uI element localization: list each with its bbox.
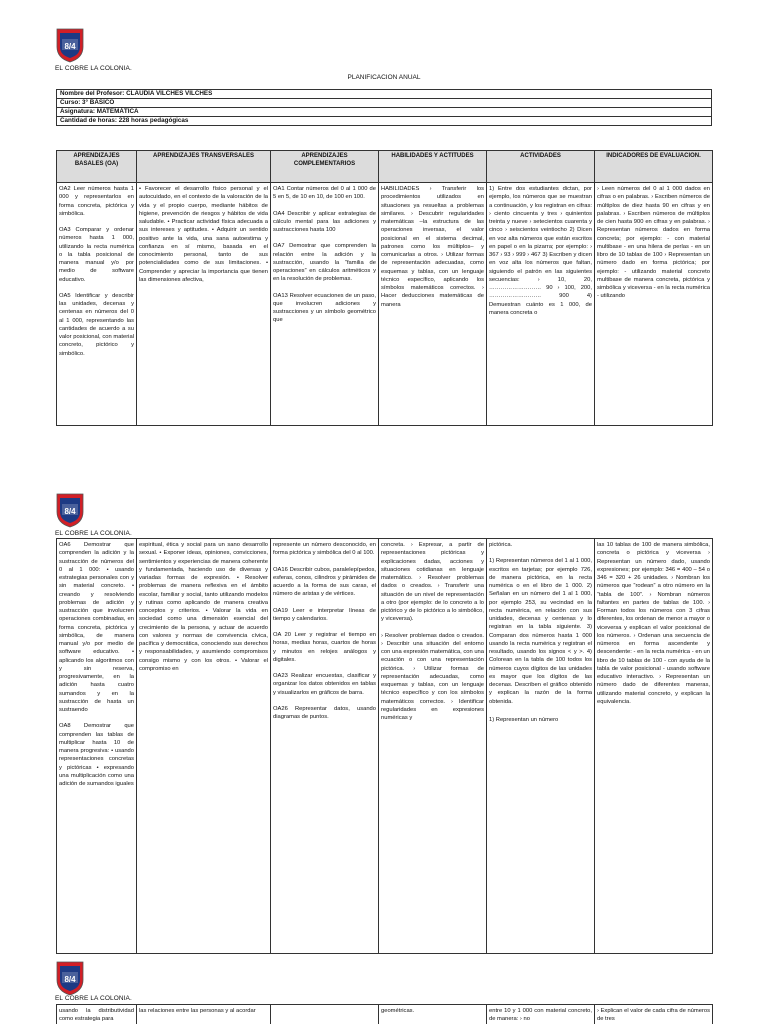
- basales-cell: OA6 Demostrar que comprenden la adición y la sustracción de números del 0 al 1 000: • usando estrategias personales con y sin material concreto. • creando y resolviendo problemas de adición y sustracción que involucren operaciones combinadas, en forma concreta, pictórica y simbólica, de manera manual y/o por medio de software educativo. • aplicando los algoritmos con y sin reserva, progresivamente, en la adición hasta cuatro sumandos y en la sustracción de hasta un sustraendo OA8 Demostrar que comprenden las tablas de multiplicar hasta 10 de manera progresiva: • usando representaciones concretas y pictóricas • expresando una multiplicación como una adición de sumandos iguales: [57, 539, 137, 954]
- school-name: EL COBRE LA COLONIA.: [55, 530, 132, 537]
- header-transversales: APRENDIZAJES TRANSVERSALES: [137, 151, 271, 183]
- school-crest-icon: [55, 27, 85, 63]
- basales-cell: OA2 Leer números hasta 1 000 y representarlos en forma concreta, pictórica y simbólica. OA3 Comparar y ordenar números hasta 1 000, utilizando la recta numérica o la tabla posicional de manera manual y/o por medio de software educativo. OA5 Identificar y describir las unidades, decenas y centenas en números del 0 al 1 000, representando las cantidades de acuerdo a su valor posicional, con material concreto, pictórico y simbólico.: [57, 183, 137, 426]
- svg-text:8/4: 8/4: [64, 975, 76, 984]
- school-crest-icon: [55, 492, 85, 528]
- actividades-cell: 1) Entre dos estudiantes dictan, por ejemplo, los números que se muestran a continuación, y los registran en cifras: › ciento cincuenta y tres › quinientos treinta y nueve › setecientos cuarenta y cinco › seiscientos veintiocho 2) Dicen en voz alta números que están escritos en papel o en la pizarra; por ejemplo: › 367 › 93 › 999 › 467 3) Escriben y dicen en voz alta los números que faltan, siguiendo el patrón en las siguientes secuencias: › 10, 20, ……………………… 90 › 100, 200, ……………………… 900 4) Demuestran cuánto es 1 000, de manera concreta o: [487, 183, 595, 426]
- header-habilidades: HABILIDADES Y ACTITUDES: [379, 151, 487, 183]
- svg-text:8/4: 8/4: [64, 507, 76, 516]
- transversales-cell: • Favorecer el desarrollo físico personal y el autocuidado, en el contexto de la valoración de la vida y el propio cuerpo, mediante hábitos de higiene, prevención de riesgos y hábitos de vida saludable. • Practicar actividad física adecuada a sus intereses y aptitudes. • Adquirir un sentido positivo ante la vida, una sana autoestima y confianza en sí mismo, basada en el conocimiento personal, tanto de sus potencialidades como de sus limitaciones. • Comprender y apreciar la importancia que tienen las dimensiones afectiva,: [137, 183, 271, 426]
- complementarios-cell: OA1 Contar números del 0 al 1 000 de 5 en 5, de 10 en 10, de 100 en 100. OA4 Describir y aplicar estrategias de cálculo mental para las adiciones y sustracciones hasta 100 OA7 Demostrar que comprenden la relación entre la adición y la sustracción, usando la “familia de operaciones” en cálculos aritméticos y en la resolución de problemas. OA13 Resolver ecuaciones de un paso, que involucren adiciones y sustracciones y un símbolo geométrico que: [271, 183, 379, 426]
- page-1: [0, 0, 768, 470]
- habilidades-cell: geométricas.: [379, 1005, 487, 1024]
- actividades-cell: entre 10 y 1 000 con material concreto, de manera: › no: [487, 1005, 595, 1024]
- page-3: [0, 956, 768, 1024]
- header-actividades: ACTIVIDADES: [487, 151, 595, 183]
- indicadores-cell: › Leen números del 0 al 1 000 dados en cifras o en palabras. › Escriben números de múltiplos de diez hasta 90 en cifras y en palabras. › Escriben números de múltiplos de cien hasta 900 en cifras y en palabras. › Representan números dados en forma concreta; por ejemplo: - con material multibase - en una hilera de perlas - en un libro de 10 tablas de 100 › Representan un número dado en forma pictórica; por ejemplo: - utilizando material concreto multibase de manera concreta, pictórica y simbólica y viceversa - en la recta numérica - utilizando: [595, 183, 713, 426]
- page-2: [0, 470, 768, 956]
- planning-table-page-1: [56, 150, 713, 426]
- course-name: Curso: 3° BÁSICO: [57, 99, 712, 108]
- complementarios-cell: [271, 1005, 379, 1024]
- school-crest-icon: [55, 960, 85, 996]
- transversales-cell: las relaciones entre las personas y al acordar: [137, 1005, 271, 1024]
- header-basales: APRENDIZAJES BASALES (OA): [57, 151, 137, 183]
- hours-count: Cantidad de horas: 228 horas pedagógicas: [57, 117, 712, 126]
- complementarios-cell: represente un número desconocido, en forma pictórica y simbólica del 0 al 100. OA16 Describir cubos, paralelepípedos, esferas, conos, cilindros y pirámides de acuerdo a la forma de sus caras, el número de aristas y de vértices. OA19 Leer e interpretar líneas de tiempo y calendarios. OA 20 Leer y registrar el tiempo en horas, medias horas, cuartos de horas y minutos en relojes análogos y digitales. OA23 Realizar encuestas, clasificar y organizar los datos obtenidos en tablas y visualizarlos en gráficos de barra. OA26 Representar datos, usando diagramas de puntos.: [271, 539, 379, 954]
- habilidades-cell: concreta. › Expresar, a partir de representaciones pictóricas y explicaciones dadas, acciones y situaciones cotidianas en lenguaje matemático. › Resolver problemas dados o creados. › Transferir una situación de un nivel de representación a otro (por ejemplo: de lo concreto a lo pictórico y de lo pictórico a lo simbólico, y viceversa). › Resolver problemas dados o creados. › Describir una situación del entorno con una expresión matemática, con una ecuación o con una representación pictórica. › Utilizar formas de representación adecuadas, como esquemas y tablas, con un lenguaje técnico específico y con los símbolos matemáticos correctos. › Identificar regularidades en expresiones numéricas y: [379, 539, 487, 954]
- header-indicadores: INDICADORES DE EVALUACION.: [595, 151, 713, 183]
- planning-table-page-2: [56, 538, 713, 954]
- school-name: EL COBRE LA COLONIA.: [55, 65, 132, 72]
- document-title: PLANIFICACION ANUAL: [347, 74, 421, 81]
- habilidades-cell: HABILIDADES › Transferir los procedimientos utilizados en situaciones ya resueltas a problemas similares. › Descubrir regularidades matemáticas –la estructura de las operaciones inversas, el valor posicional en el sistema decimal, patrones como los múltiplos– y comunicarlas a otros. › Utilizar formas de representación adecuadas, como esquemas y tablas, con un lenguaje técnico específico, aplicando los símbolos matemáticos correctos. › Hacer deducciones matemáticas de manera: [379, 183, 487, 426]
- course-info-table: [56, 89, 712, 126]
- teacher-name: Nombre del Profesor: CLAUDIA VILCHES VILCHES: [57, 90, 712, 99]
- subject-name: Asignatura: MATEMÁTICA: [57, 108, 712, 117]
- transversales-cell: espiritual, ética y social para un sano desarrollo sexual. • Exponer ideas, opiniones, convicciones, sentimientos y experiencias de manera coherente y fundamentada, haciendo uso de diversas y variadas formas de expresión. • Resolver problemas de manera reflexiva en el ámbito escolar, familiar y social, tanto utilizando modelos y rutinas como aplicando de manera creativa conceptos y criterios. • Valorar la vida en sociedad como una dimensión esencial del crecimiento de la persona, y actuar de acuerdo con valores y normas de convivencia cívica, pacífica y democrática, conociendo sus derechos y responsabilidades, y asumiendo compromisos consigo mismo y con los otros. • Valorar el compromiso en: [137, 539, 271, 954]
- header-complementarios: APRENDIZAJES COMPLEMENTARIOS: [271, 151, 379, 183]
- planning-table-page-3: [56, 1004, 713, 1024]
- school-name: EL COBRE LA COLONIA.: [55, 995, 132, 1002]
- svg-text:8/4: 8/4: [64, 42, 76, 51]
- actividades-cell: pictórica. 1) Representan números del 1 al 1 000, escritos en tarjetas; por ejemplo 726, de manera pictórica, en la recta numérica o en el libro de 1 000. 2) Señalan en un número del 1 al 1 000, por ejemplo 253, su vecindad en la recta numérica, en relación con sus unidades, decenas y centenas y lo registran en la tabla siguiente. 3) Comparan dos números hasta 1 000 usando la recta numérica y registran el resultado, usando los signos < y >. 4) Colorean en la tabla de 100 todos los números cuyos dígitos de las unidades es mayor que los dígitos de las decenas. Describen el gráfico obtenido y explican la razón de la forma obtenida. 1) Representan un número: [487, 539, 595, 954]
- indicadores-cell: las 10 tablas de 100 de manera simbólica, concreta o pictórica y viceversa › Representan un número dado, usando expresiones; por ejemplo: 346 = 400 – 54 o 346 = 320 + 26 unidades. › Nombran los números que “rodean” a otro número en la “tabla de 100”. › Nombran números faltantes en partes de tablas de 100. › Forman todos los números con 3 cifras diferentes, los ordenan de menor a mayor o viceversa y explican el valor posicional de los números. › Ordenan una secuencia de números en forma ascendente y descendente: - en la recta numérica - en un libro de 10 tablas de 100 - con ayuda de la tabla de valor posicional - usando software educativo interactivo. › Representan un número dado de diferentes maneras, utilizando material concreto, y explican la equivalencia.: [595, 539, 713, 954]
- indicadores-cell: › Explican el valor de cada cifra de números de tres: [595, 1005, 713, 1024]
- basales-cell: usando la distributividad como estrategia para: [57, 1005, 137, 1024]
